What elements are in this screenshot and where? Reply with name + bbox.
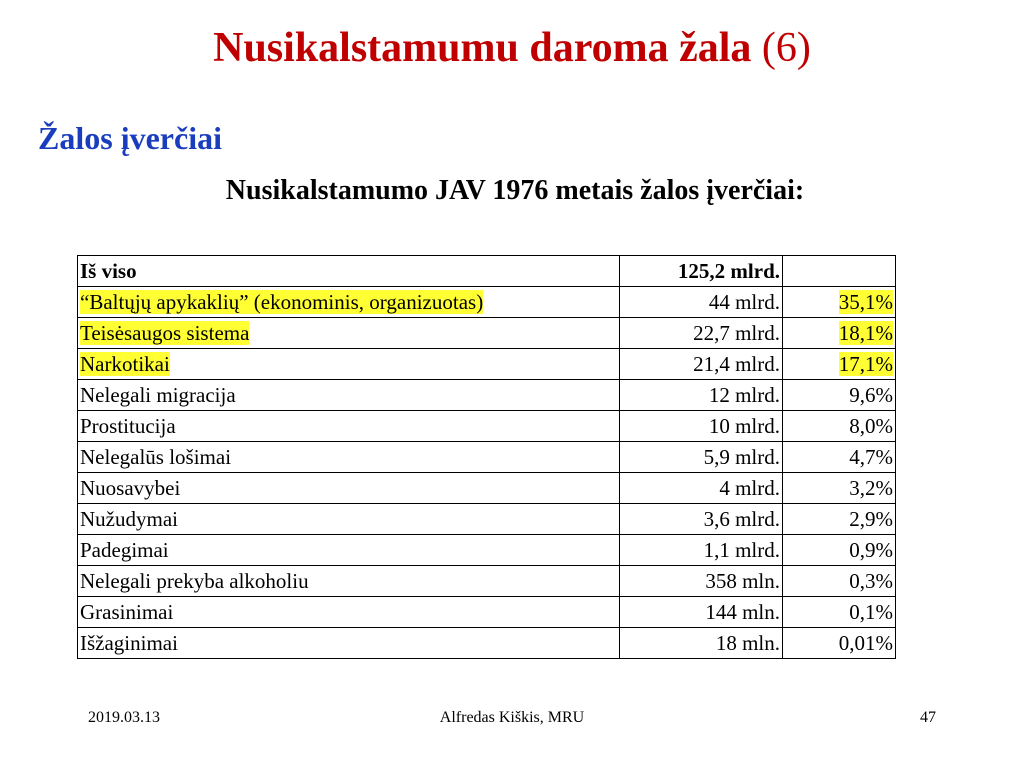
- row-category-cell: [78, 442, 620, 473]
- row-percent-cell-text: 0,1%: [849, 600, 893, 624]
- row-category-cell-text: Išžaginimai: [80, 631, 178, 655]
- row-percent-cell-text: 35,1%: [838, 290, 893, 314]
- row-category-cell: [78, 411, 620, 442]
- table-row: [78, 411, 896, 442]
- row-amount-cell: [620, 597, 783, 628]
- row-percent-cell: [783, 442, 896, 473]
- row-amount-cell: [620, 442, 783, 473]
- row-amount-cell: [620, 535, 783, 566]
- row-amount-cell-text: 21,4 mlrd.: [693, 352, 780, 376]
- row-percent-cell: [783, 473, 896, 504]
- table-row: [78, 597, 896, 628]
- row-category-cell-text: Nužudymai: [80, 507, 178, 531]
- row-percent-cell: [783, 287, 896, 318]
- footer-page-number: 47: [920, 709, 936, 726]
- row-amount-cell-text: 12 mlrd.: [708, 383, 780, 407]
- row-category-cell-text: Nuosavybei: [80, 476, 181, 500]
- row-category-cell-text: Nelegalūs lošimai: [80, 445, 232, 469]
- row-category-cell: [78, 535, 620, 566]
- table-row: [78, 349, 896, 380]
- row-percent-cell-text: 0,3%: [849, 569, 893, 593]
- row-percent-cell: [783, 411, 896, 442]
- row-percent-cell: [783, 349, 896, 380]
- row-amount-cell-text: 144 mln.: [705, 600, 780, 624]
- row-category-cell: [78, 473, 620, 504]
- row-amount-cell: [620, 473, 783, 504]
- table-body: [78, 256, 896, 659]
- row-percent-cell: [783, 318, 896, 349]
- row-amount-cell-text: 22,7 mlrd.: [693, 321, 780, 345]
- row-percent-cell: [783, 380, 896, 411]
- row-percent-cell-text: 8,0%: [849, 414, 893, 438]
- row-amount-cell-text: 3,6 mlrd.: [703, 507, 780, 531]
- table-heading: Nusikalstamumo JAV 1976 metais žalos įverčiai:: [225, 175, 805, 206]
- damage-estimates-table: [77, 255, 896, 659]
- row-amount-cell-text: 10 mlrd.: [708, 414, 780, 438]
- row-category-cell-text: Narkotikai: [80, 352, 170, 376]
- footer-date: 2019.03.13: [88, 709, 160, 726]
- row-category-cell: [78, 318, 620, 349]
- row-percent-cell-text: 2,9%: [849, 507, 893, 531]
- row-category-cell-text: Teisėsaugos sistema: [80, 321, 250, 345]
- row-percent-cell-text: 9,6%: [849, 383, 893, 407]
- table-row: [78, 473, 896, 504]
- row-category-cell: [78, 380, 620, 411]
- row-amount-cell: [620, 628, 783, 659]
- row-amount-cell: [620, 287, 783, 318]
- row-category-cell: [78, 566, 620, 597]
- row-percent-cell-text: 17,1%: [838, 352, 893, 376]
- table-row: [78, 318, 896, 349]
- row-amount-cell-text: 18 mln.: [715, 631, 780, 655]
- row-amount-cell: [620, 256, 783, 287]
- footer-author: Alfredas Kiškis, MRU: [439, 709, 585, 726]
- slide-title-number: (6): [761, 25, 811, 71]
- row-amount-cell-text: 44 mlrd.: [708, 290, 780, 314]
- row-percent-cell-text: 0,01%: [838, 631, 893, 655]
- row-percent-cell: [783, 504, 896, 535]
- row-category-cell: [78, 256, 620, 287]
- table-row: [78, 535, 896, 566]
- table-row: [78, 442, 896, 473]
- row-category-cell: [78, 349, 620, 380]
- row-amount-cell-text: 125,2 mlrd.: [677, 259, 780, 283]
- row-percent-cell-text: 18,1%: [838, 321, 893, 345]
- table-row: [78, 504, 896, 535]
- slide-subtitle: Žalos įverčiai: [38, 120, 222, 156]
- row-amount-cell: [620, 504, 783, 535]
- row-category-cell-text: Grasinimai: [80, 600, 174, 624]
- table-row: [78, 287, 896, 318]
- row-percent-cell-text: 0,9%: [849, 538, 893, 562]
- row-category-cell: [78, 287, 620, 318]
- row-percent-cell: [783, 256, 896, 287]
- row-amount-cell-text: 1,1 mlrd.: [703, 538, 780, 562]
- row-category-cell-text: Nelegali migracija: [80, 383, 236, 407]
- row-amount-cell: [620, 566, 783, 597]
- row-amount-cell: [620, 349, 783, 380]
- row-amount-cell-text: 4 mlrd.: [719, 476, 780, 500]
- table-row: [78, 566, 896, 597]
- row-category-cell: [78, 597, 620, 628]
- table-row: [78, 256, 896, 287]
- row-category-cell: [78, 504, 620, 535]
- row-category-cell-text: Iš viso: [80, 259, 137, 283]
- row-amount-cell: [620, 380, 783, 411]
- row-percent-cell-text: 3,2%: [849, 476, 893, 500]
- row-amount-cell-text: 5,9 mlrd.: [703, 445, 780, 469]
- table-row: [78, 628, 896, 659]
- slide-title: [0, 22, 1024, 74]
- row-percent-cell: [783, 566, 896, 597]
- row-amount-cell: [620, 411, 783, 442]
- row-category-cell-text: Prostitucija: [80, 414, 176, 438]
- row-percent-cell: [783, 597, 896, 628]
- row-category-cell-text: Nelegali prekyba alkoholiu: [80, 569, 309, 593]
- row-percent-cell-text: 4,7%: [849, 445, 893, 469]
- row-category-cell-text: “Baltųjų apykaklių” (ekonominis, organizuotas): [80, 290, 484, 314]
- table-row: [78, 380, 896, 411]
- row-percent-cell: [783, 535, 896, 566]
- slide-title-text: Nusikalstamumu daroma žala: [213, 25, 752, 71]
- row-percent-cell: [783, 628, 896, 659]
- row-amount-cell-text: 358 mln.: [705, 569, 780, 593]
- row-amount-cell: [620, 318, 783, 349]
- row-category-cell: [78, 628, 620, 659]
- row-category-cell-text: Padegimai: [80, 538, 169, 562]
